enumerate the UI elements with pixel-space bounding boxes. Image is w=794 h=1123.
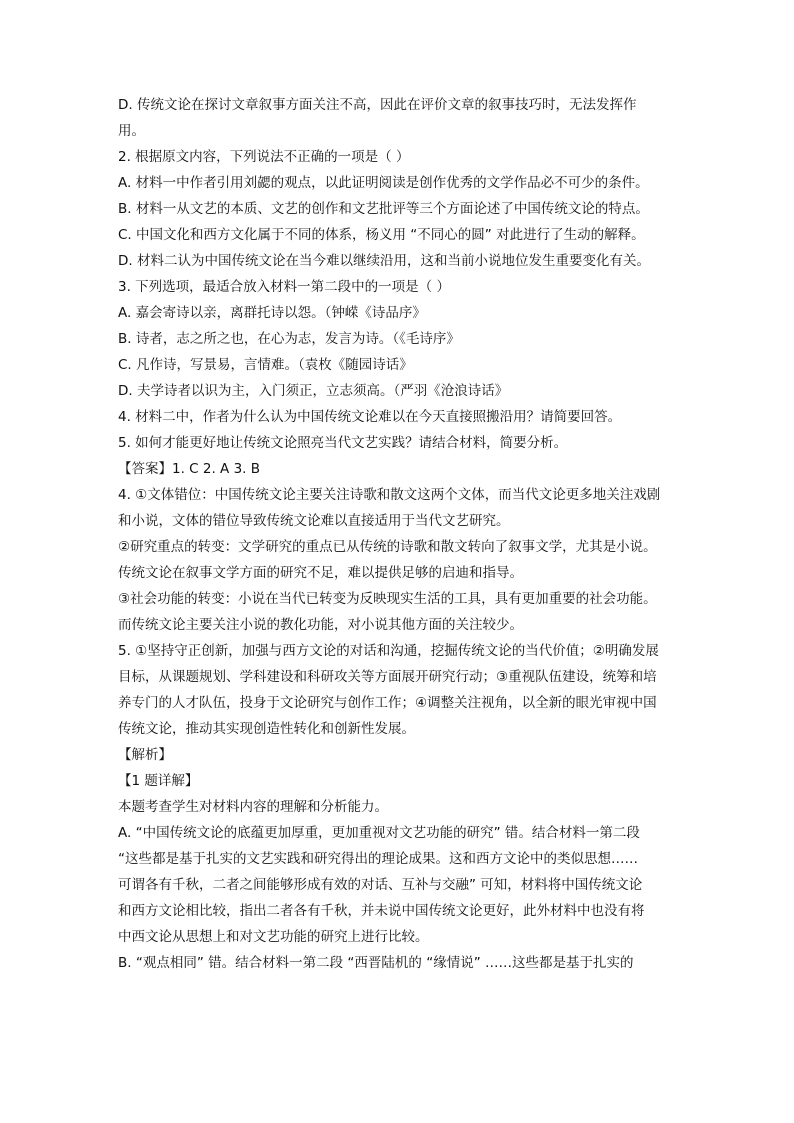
answer-line: ②研究重点的转变：文学研究的重点已从传统的诗歌和散文转向了叙事文学，尤其是小说。 <box>118 539 657 555</box>
analysis-heading: 【解析】 <box>118 747 172 763</box>
option-line: D. 夫学诗者以识为主，入门须正，立志须高。（严羽《沧浪诗话》 <box>118 383 509 399</box>
detail-heading: 【1 题详解】 <box>118 773 199 789</box>
question-5: 5. 如何才能更好地让传统文论照亮当代文艺实践？请结合材料，简要分析。 <box>118 435 568 451</box>
answer-line: 和小说，文体的错位导致传统文论难以直接适用于当代文艺研究。 <box>118 513 510 529</box>
option-line: A. 嘉会寄诗以亲，离群托诗以怨。（钟嵘《诗品序》 <box>118 305 426 321</box>
answer-line: 养专门的人才队伍，投身于文论研究与创作工作；④调整关注视角，以全新的眼光审视中国 <box>118 695 657 711</box>
answer-line: ③社会功能的转变：小说在当代已转变为反映现实生活的工具，具有更加重要的社会功能。 <box>118 591 657 607</box>
answer-line: 4. ①文体错位：中国传统文论主要关注诗歌和散文这两个文体，而当代文论更多地关注戏剧 <box>118 487 661 503</box>
analysis-line: B. “观点相同” 错。结合材料一第二段 “西晋陆机的 “缘情说” ……这些都是基于扎实的 <box>118 955 634 971</box>
answer-line: 目标，从课题规划、学科建设和科研攻关等方面展开研究行动；③重视队伍建设，统筹和培 <box>118 669 657 685</box>
answer-heading: 【答案】1. C 2. A 3. B <box>118 461 261 477</box>
answer-line: 5. ①坚持守正创新，加强与西方文论的对话和沟通，挖掘传统文论的当代价值；②明确发展 <box>118 643 659 659</box>
analysis-line: 可谓各有千秋，二者之间能够形成有效的对话、互补与交融” 可知，材料将中国传统文论 <box>118 877 643 893</box>
question-4: 4. 材料二中，作者为什么认为中国传统文论难以在今天直接照搬沿用？请简要回答。 <box>118 409 622 425</box>
option-line: B. 材料一从文艺的本质、文艺的创作和文艺批评等三个方面论述了中国传统文论的特点。 <box>118 201 649 217</box>
option-line: C. 凡作诗，写景易，言情难。（袁枚《随园诗话》 <box>118 357 413 373</box>
analysis-line: A. “中国传统文论的底蕴更加厚重，更加重视对文艺功能的研究” 错。结合材料一第二段 <box>118 825 640 841</box>
analysis-line: 中西文论从思想上和对文艺功能的研究上进行比较。 <box>118 929 429 945</box>
answer-line: 传统文论，推动其实现创造性转化和创新性发展。 <box>118 721 415 737</box>
option-line: B. 诗者，志之所之也，在心为志，发言为诗。（《毛诗序》 <box>118 331 460 347</box>
answer-line: 而传统文论主要关注小说的教化功能，对小说其他方面的关注较少。 <box>118 617 523 633</box>
answer-line: 传统文论在叙事文学方面的研究不足，难以提供足够的启迪和指导。 <box>118 565 523 581</box>
document-page <box>118 92 678 976</box>
analysis-line: 本题考查学生对材料内容的理解和分析能力。 <box>118 799 388 815</box>
text-line: 用。 <box>118 123 145 139</box>
text-line: D. 传统文论在探讨文章叙事方面关注不高，因此在评价文章的叙事技巧时，无法发挥作 <box>118 97 637 113</box>
option-line: D. 材料二认为中国传统文论在当今难以继续沿用，这和当前小说地位发生重要变化有关。 <box>118 253 650 269</box>
question-3: 3. 下列选项，最适合放入材料一第二段中的一项是（ ） <box>118 279 450 295</box>
question-2: 2. 根据原文内容，下列说法不正确的一项是（ ） <box>118 149 410 165</box>
option-line: C. 中国文化和西方文化属于不同的体系，杨义用 “不同心的圆” 对此进行了生动的解释。 <box>118 227 645 243</box>
analysis-line: “这些都是基于扎实的文艺实践和研究得出的理论成果。这和西方文论中的类似思想…… <box>118 851 638 867</box>
option-line: A. 材料一中作者引用刘勰的观点，以此证明阅读是创作优秀的文学作品必不可少的条件。 <box>118 175 649 191</box>
analysis-line: 和西方文论相比较，指出二者各有千秋，并未说中国传统文论更好，此外材料中也没有将 <box>118 903 645 919</box>
